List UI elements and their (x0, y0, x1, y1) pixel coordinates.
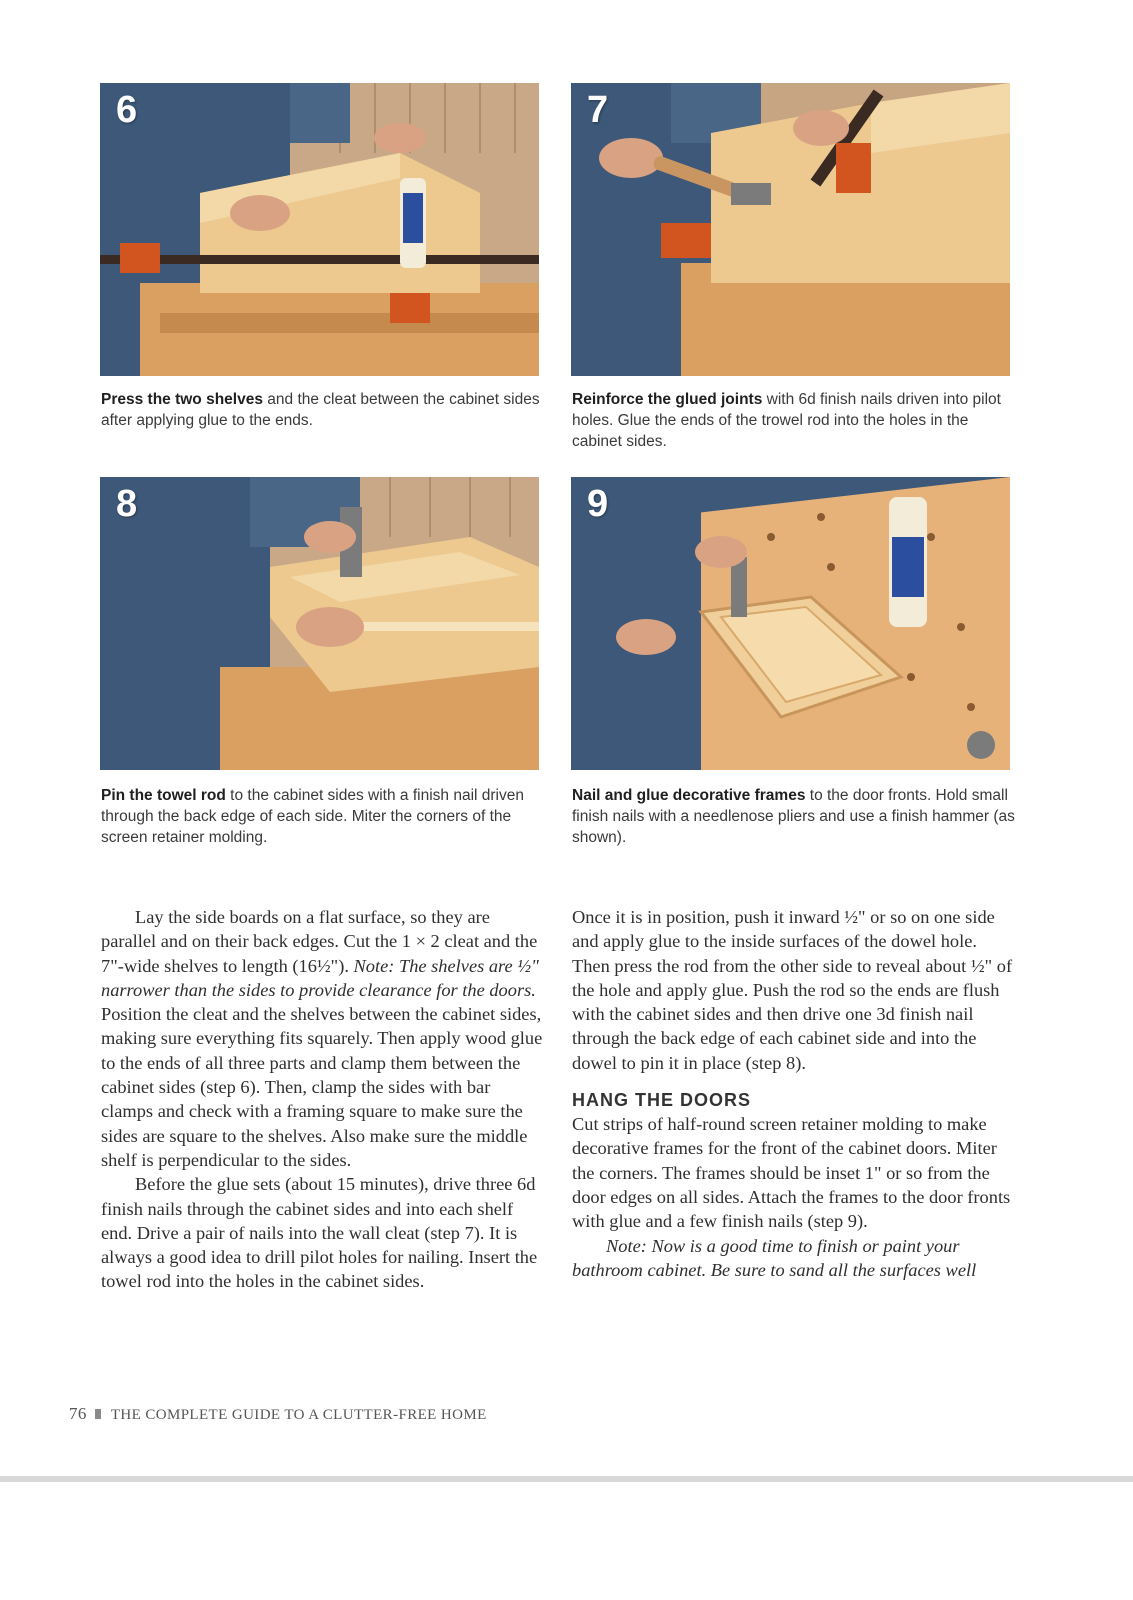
body-note: Note: Now is a good time to finish or paint your bathroom cabinet. Be sure to sand all the surfaces well (572, 1235, 977, 1280)
caption-6-bold: Press the two shelves (101, 391, 263, 408)
caption-step-7 (572, 389, 1017, 452)
body-paragraph-4: Cut strips of half-round screen retainer molding to make decorative frames for the front of the cabinet doors. Miter the corners. The frames should be inset 1" or so from the door edges on all sides. Attach the frames to the door fronts with glue and a few finish nails (step 9). (572, 1114, 1011, 1232)
photo-step-9 (571, 477, 1010, 770)
bottom-divider (0, 1476, 1133, 1482)
caption-step-8 (101, 785, 546, 848)
step-number-6: 6 (116, 89, 138, 131)
caption-8-bold: Pin the towel rod (101, 787, 226, 804)
step-number-8: 8 (116, 483, 138, 525)
page-footer (69, 1404, 487, 1424)
photo-7-illustration (571, 83, 1010, 376)
body-p1-note: Note: The shelves are ½" narrower than the sides to provide clearance for the doors. (101, 955, 539, 1000)
body-paragraph-5 (572, 1234, 1017, 1283)
footer-square-icon (95, 1409, 101, 1419)
caption-9-bold: Nail and glue decorative frames (572, 787, 806, 804)
photo-6-illustration (100, 83, 539, 376)
caption-7-text: with 6d finish nails driven into pilot holes. Glue the ends of the trowel rod into the holes in the cabinet sides. (572, 391, 1001, 450)
photo-9-illustration (571, 477, 1010, 770)
body-paragraph-1 (101, 905, 546, 1172)
body-column-right (572, 905, 1017, 1282)
photo-step-6 (100, 83, 539, 376)
photo-step-8 (100, 477, 539, 770)
caption-6-text: and the cleat between the cabinet sides after applying glue to the ends. (101, 391, 540, 429)
body-p1-text-b: Position the cleat and the shelves between the cabinet sides, making sure everything fits squarely. Then apply wood glue to the ends of all three parts and clamp them between the cabinet sides (step 6). Then, clamp the sides with bar clamps and check with a framing square to make sure the sides are square to the shelves. Also make sure the middle shelf is perpendicular to the sides. (101, 1004, 543, 1170)
step-number-9: 9 (587, 483, 609, 525)
caption-step-6 (101, 389, 546, 431)
caption-9-text: to the door fronts. Hold small finish nails with a needlenose pliers and use a finish hammer (as shown). (572, 787, 1015, 846)
body-paragraph-3: Once it is in position, push it inward ½" or so on one side and apply glue to the inside surfaces of the dowel hole. Then press the rod from the other side to reveal about ½" of the hole and apply glue. Push the rod so the ends are flush with the cabinet sides and then drive one 3d finish nail through the back edge of each cabinet side and into the dowel to pin it in place (step 8). (572, 907, 1013, 1073)
caption-8-text: to the cabinet sides with a finish nail driven through the back edge of each side. Miter the corners of the screen retainer molding. (101, 787, 524, 846)
book-title: THE COMPLETE GUIDE TO A CLUTTER-FREE HOME (110, 1407, 487, 1423)
body-column-left (101, 905, 546, 1294)
caption-7-bold: Reinforce the glued joints (572, 391, 763, 408)
photo-8-illustration (100, 477, 539, 770)
body-p1-text-a: Lay the side boards on a flat surface, so they are parallel and on their back edges. Cut the 1 × 2 cleat and the 7"-wide shelves to length (16½"). (101, 907, 538, 976)
page-number: 76 (69, 1404, 87, 1423)
photo-step-7 (571, 83, 1010, 376)
caption-step-9 (572, 785, 1017, 848)
step-number-7: 7 (587, 89, 609, 131)
body-paragraph-2: Before the glue sets (about 15 minutes), drive three 6d finish nails through the cabinet sides and into each shelf end. Drive a pair of nails into the wall cleat (step 7). It is always a good idea to drill pilot holes for nailing. Insert the towel rod into the holes in the cabinet sides. (101, 1174, 538, 1292)
section-heading: HANG THE DOORS (572, 1090, 752, 1111)
